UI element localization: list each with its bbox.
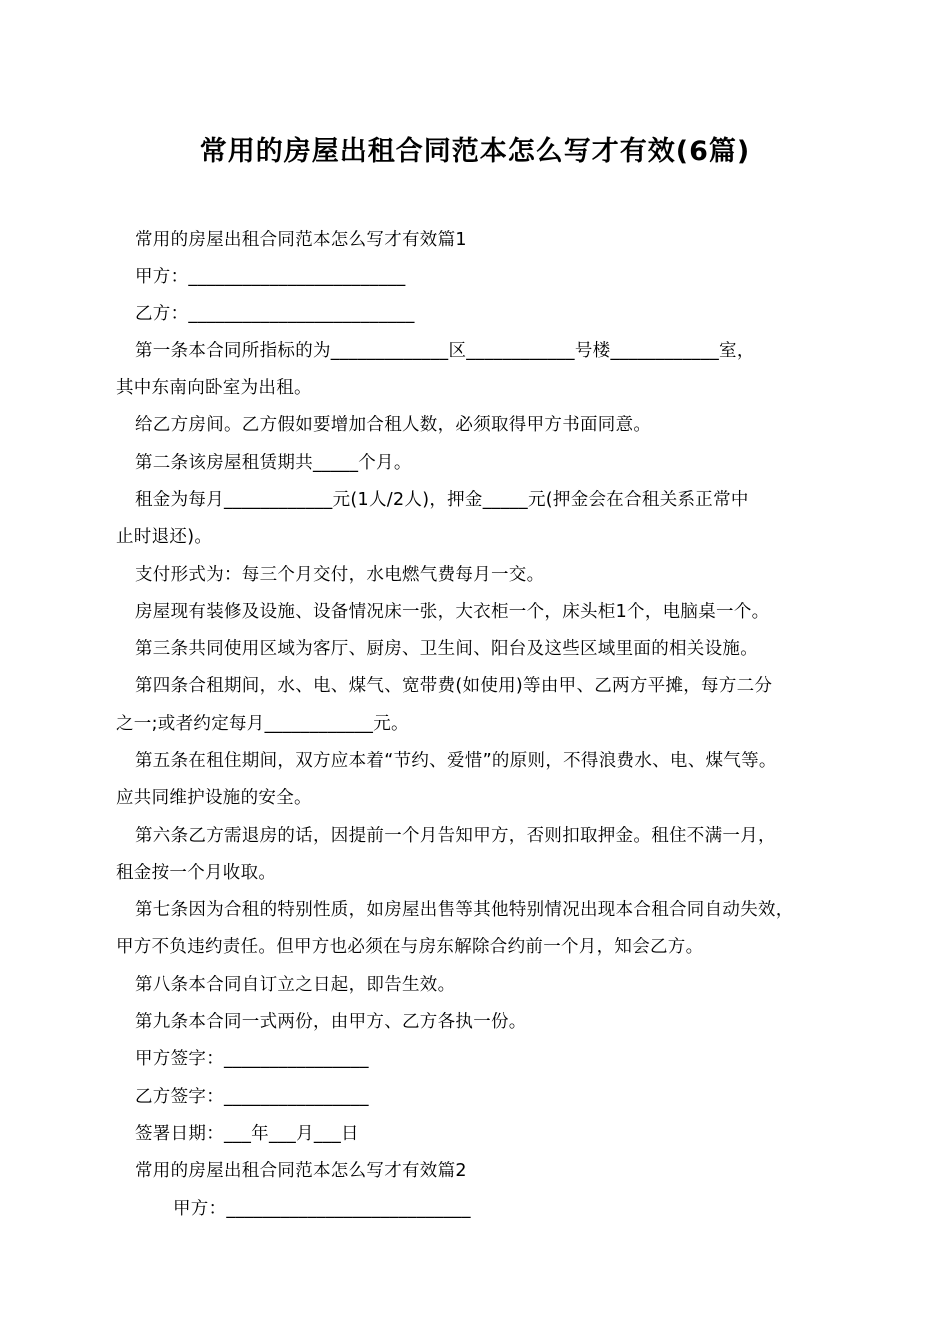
section-heading-2: 常用的房屋出租合同范本怎么写才有效篇2 bbox=[135, 1161, 467, 1181]
section-heading-1: 常用的房屋出租合同范本怎么写才有效篇1 bbox=[135, 230, 467, 250]
clause-7-cont: 甲方不负违约责任。但甲方也必须在与房东解除合约前一个月，知会乙方。 bbox=[116, 937, 704, 957]
clause-4-line: 第四条合租期间，水、电、煤气、宽带费(如使用)等由甲、乙两方平摊，每方二分 bbox=[135, 676, 773, 696]
clause-8-line: 第八条本合同自订立之日起，即告生效。 bbox=[135, 975, 456, 995]
clause-2-line: 第二条该房屋租赁期共_____个月。 bbox=[135, 453, 412, 473]
payment-line: 支付形式为：每三个月交付，水电燃气费每月一交。 bbox=[135, 565, 545, 585]
clause-9-line: 第九条本合同一式两份，由甲方、乙方各执一份。 bbox=[135, 1012, 527, 1032]
facilities-line: 房屋现有装修及设施、设备情况床一张，大衣柜一个，床头柜1个，电脑桌一个。 bbox=[135, 602, 770, 622]
clause-4-cont: 之一;或者约定每月____________元。 bbox=[116, 714, 409, 734]
clause-6-cont: 租金按一个月收取。 bbox=[116, 863, 277, 883]
clause-5-cont: 应共同维护设施的安全。 bbox=[116, 788, 312, 808]
clause-5-line: 第五条在租住期间，双方应本着“节约、爱惜”的原则，不得浪费水、电、煤气等。 bbox=[135, 751, 777, 771]
party-a-line-2: 甲方：___________________________ bbox=[173, 1199, 471, 1219]
document-title: 常用的房屋出租合同范本怎么写才有效(6篇) bbox=[199, 136, 751, 167]
party-a-line: 甲方：________________________ bbox=[135, 267, 406, 287]
signing-date-line: 签署日期：___年___月___日 bbox=[135, 1124, 359, 1144]
clause-1-cont: 其中东南向卧室为出租。 bbox=[116, 378, 312, 398]
rent-cont: 止时退还)。 bbox=[116, 527, 213, 547]
rent-line: 租金为每月____________元(1人/2人)，押金_____元(押金会在合租关系正常中 bbox=[135, 490, 749, 510]
clause-7-line: 第七条因为合租的特别性质，如房屋出售等其他特别情况出现本合租合同自动失效， bbox=[135, 900, 794, 920]
party-b-line: 乙方：_________________________ bbox=[135, 304, 415, 324]
clause-1-line: 第一条本合同所指标的为_____________区____________号楼____________室， bbox=[135, 341, 755, 361]
clause-3-line: 第三条共同使用区域为客厅、厨房、卫生间、阳台及这些区域里面的相关设施。 bbox=[135, 639, 758, 659]
party-b-signature: 乙方签字：________________ bbox=[135, 1087, 369, 1107]
clause-6-line: 第六条乙方需退房的话，因提前一个月告知甲方，否则扣取押金。租住不满一月， bbox=[135, 826, 776, 846]
paragraph-line: 给乙方房间。乙方假如要增加合租人数，必须取得甲方书面同意。 bbox=[135, 415, 652, 435]
party-a-signature: 甲方签字：________________ bbox=[135, 1049, 369, 1069]
